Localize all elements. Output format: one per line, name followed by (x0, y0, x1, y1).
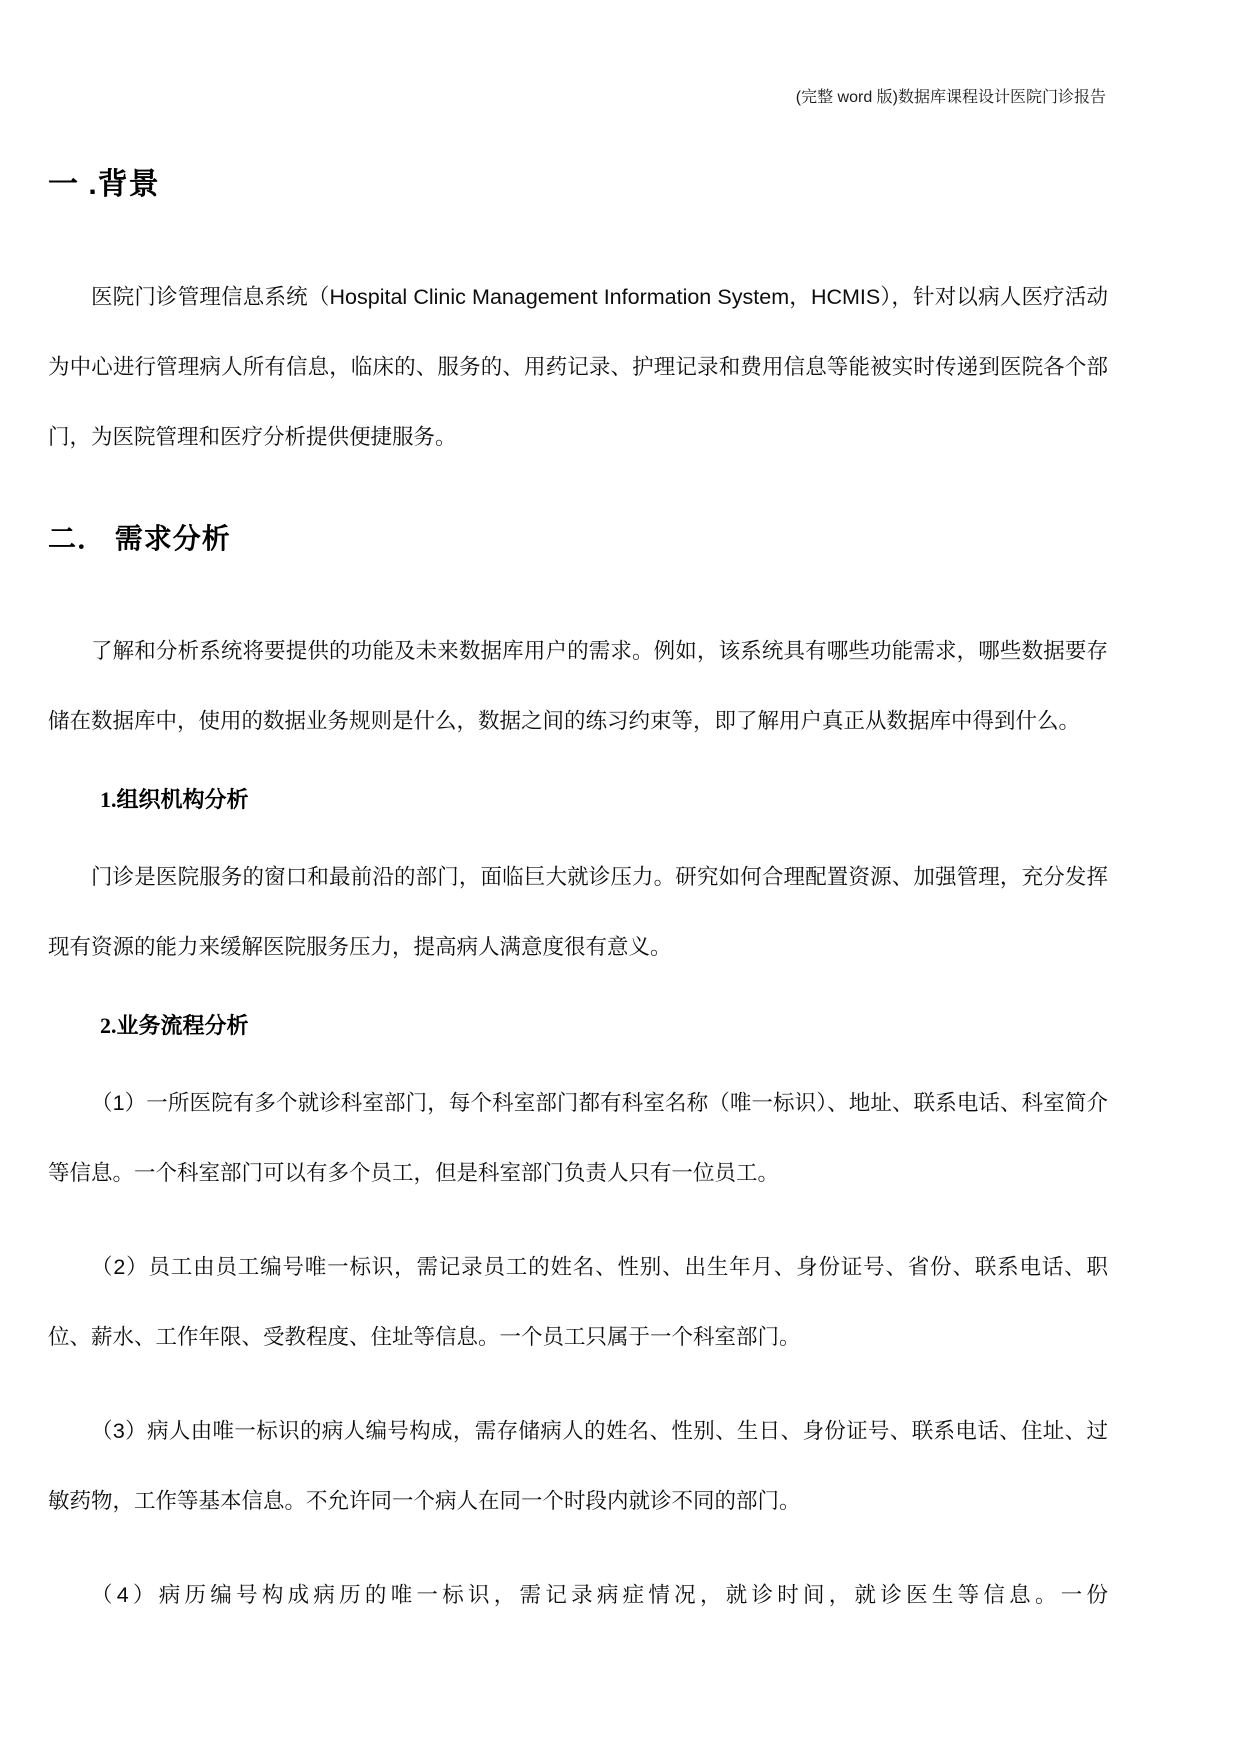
subheading-business-flow-analysis (48, 1008, 1108, 1044)
subheading-organization-analysis (48, 782, 1108, 818)
paragraph-requirements: 了解和分析系统将要提供的功能及未来数据库用户的需求。例如，该系统具有哪些功能需求，哪些数据要存储在数据库中，使用的数据业务规则是什么，数据之间的练习约束等，即了解用户真正从数据库中得到什么。 (48, 639, 1108, 733)
subheading-label: 业务流程分析 (116, 1013, 249, 1038)
section-heading-requirements: 二． 需求分析 (48, 523, 231, 554)
paragraph-background: 医院门诊管理信息系统（Hospital Clinic Management Information System，HCMIS），针对以病人医疗活动为中心进行管理病人所有信息，临床的、服务的、用药记录、护理记录和费用信息等能被实时传递到医院各个部门，为医院管理和医疗分析提供便捷服务。 (48, 285, 1108, 449)
paragraph-organization: 门诊是医院服务的窗口和最前沿的部门，面临巨大就诊压力。研究如何合理配置资源、加强管理，充分发挥现有资源的能力来缓解医院服务压力，提高病人满意度很有意义。 (48, 865, 1108, 959)
page-header-title: (完整 word 版)数据库课程设计医院门诊报告 (795, 89, 1106, 106)
paragraph-flow-item-1: （1）一所医院有多个就诊科室部门，每个科室部门都有科室名称（唯一标识）、地址、联系电话、科室简介等信息。一个科室部门可以有多个员工，但是科室部门负责人只有一位员工。 (48, 1091, 1108, 1185)
subheading-label: 组织机构分析 (116, 787, 249, 812)
paragraph-flow-item-4: （4）病历编号构成病历的唯一标识，需记录病症情况，就诊时间，就诊医生等信息。一份 (91, 1583, 1108, 1607)
section-heading-background: 一 .背景 (48, 168, 160, 201)
document-body (48, 164, 1108, 1630)
subheading-number: 1. (100, 787, 117, 812)
paragraph-flow-item-2: （2）员工由员工编号唯一标识，需记录员工的姓名、性别、出生年月、身份证号、省份、联系电话、职位、薪水、工作年限、受教程度、住址等信息。一个员工只属于一个科室部门。 (48, 1255, 1108, 1349)
paragraph-flow-item-3: （3）病人由唯一标识的病人编号构成，需存储病人的姓名、性别、生日、身份证号、联系电话、住址、过敏药物，工作等基本信息。不允许同一个病人在同一个时段内就诊不同的部门。 (48, 1419, 1108, 1513)
subheading-number: 2. (100, 1013, 117, 1038)
page-header (0, 0, 1241, 108)
